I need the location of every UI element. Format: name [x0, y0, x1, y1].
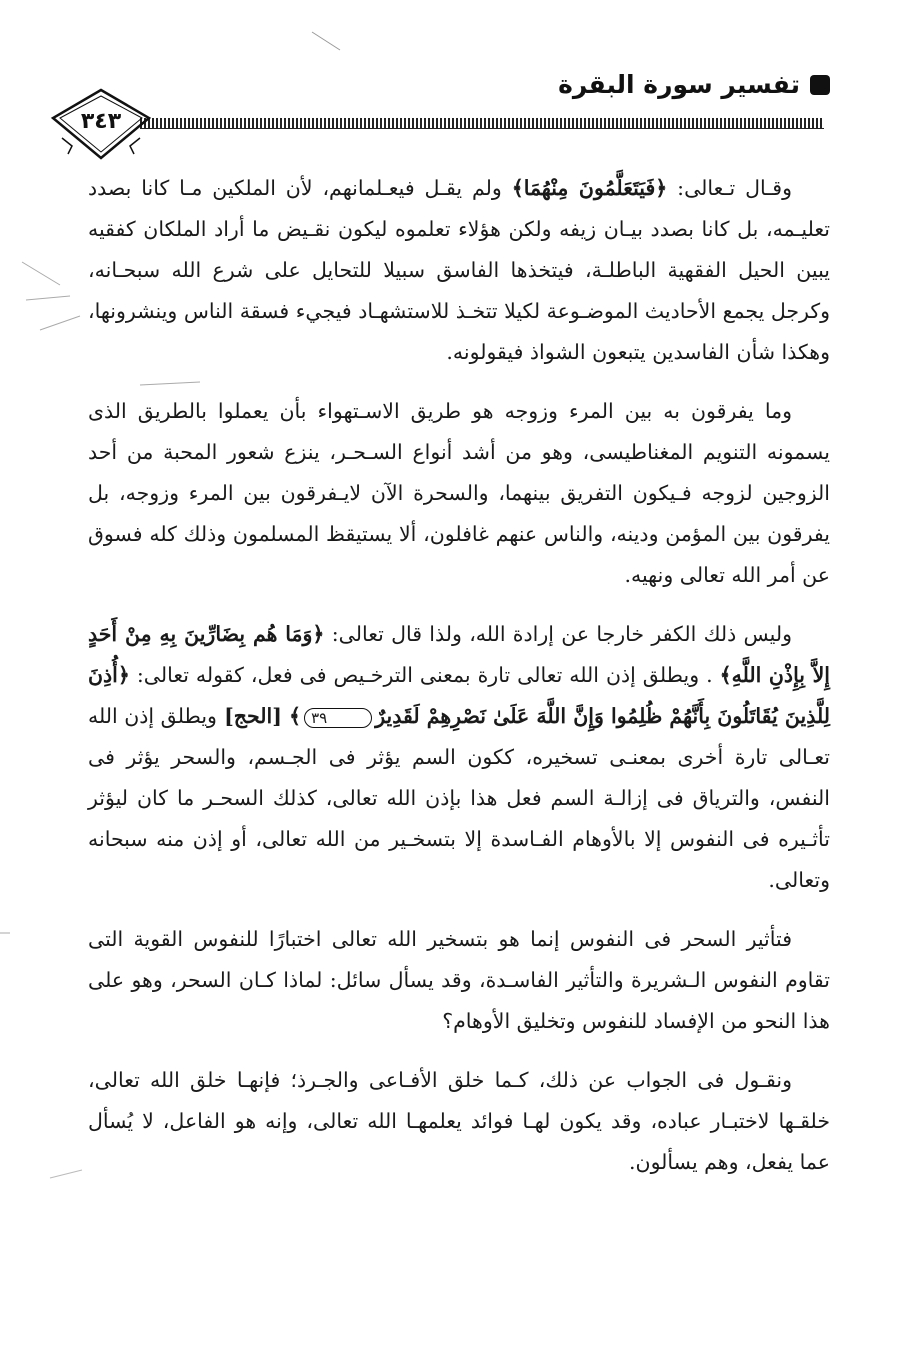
paragraph-3-text: ويطلق إذن الله تعـالى تارة أخرى بمعنـى تسخيره، ككون السم يؤثر فى الجـسم، والسحر يؤثر فى النفس، والترياق فى إزالـة السم فعل هذا بإذن الله تعالى، كذلك السحـر ما كان ليؤثر تأثـيره فى النفوس إلا بالأوهام الفـاسدة إلا بتسخـير من الله تعالى، أو إذن منه سبحانه وتعالى. [88, 704, 830, 892]
surah-reference: [الحج] [216, 704, 290, 728]
running-header [558, 70, 830, 99]
header-ornament-icon [810, 75, 830, 95]
paragraph-1 [88, 168, 830, 373]
paragraph-1-text: ولم يقـل فيعـلمانهم، لأن الملكين مـا كانا بصدد تعليـمه، بل كانا بصدد بيـان زيفه ولكن هؤلاء تعلموه ليكون نقـيض ما أراد الملكان كفقيه يبين الحيل الفقهية الباطلـة، فيتخذها الفاسق سبيلا للتحايل على شرع الله سبحـانه، وكرجل يجمع الأحاديث الموضـوعة لكيلا تتخـذ للاستشهـاد فيجيء فسقة الناس وينشرونها، وهكذا شأن الفاسدين يتبعون الشواذ فيقولونه. [88, 176, 830, 364]
ayah-number: ٣٩ [304, 708, 372, 728]
paragraph-5-text: ونقـول فى الجواب عن ذلك، كـما خلق الأفـاعى والجـرذ؛ فإنهـا خلق الله تعالى، خلقـها لاختبـار عباده، وقد يكون لهـا فوائد يعلمهـا الله تعالى، وإنه هو الفاعل، لا يُسأل عما يفعل، وهم يسألون. [88, 1068, 830, 1174]
body-text [88, 168, 830, 1201]
paragraph-4-text: فتأثير السحر فى النفوس إنما هو بتسخير الله تعالى اختبارًا للنفوس القوية التى تقاوم النفوس الـشريرة والتأثير الفاسـدة، وقد يسأل سائل: لماذا كـان السحر، وهو على هذا النحو من الإفساد للنفوس وتخليق الأوهام؟ [88, 927, 830, 1033]
paragraph-1-intro: وقـال تـعالى: [667, 176, 792, 200]
quran-verse: ﴿فَيَتَعَلَّمُونَ مِنْهُمَا﴾ [511, 176, 668, 200]
paragraph-2 [88, 391, 830, 596]
page-number-frame [50, 88, 152, 168]
paragraph-2-text: وما يفرقون به بين المرء وزوجه هو طريق الاسـتهواء بأن يعملوا بالطريق الذى يسمونه التنويم المغناطيسى، وهو من أشد أنواع السـحـر، ينزع شعور المحبة من أحد الزوجين لزوجه فـيكون التفريق بينهما، والسحرة الآن لايـفرقون بين المرء وزوجه، بل يفرقون بين المؤمن ودينه، والناس عنهم غافلون، ألا يستيقظ المسلمون وذلك كله فسوق عن أمر الله تعالى ونهيه. [88, 399, 830, 587]
paragraph-3-mid: . ويطلق إذن الله تعالى تارة بمعنى الترخـيص فى فعل، كقوله تعالى: [129, 663, 720, 687]
header-rule-line [140, 128, 824, 129]
verse-end-bracket: ﴾ [289, 704, 302, 728]
quran-verse: ﴿وَمَا هُم بِضَارِّينَ بِهِ مِنْ أَحَدٍ إِلاَّ بِإِذْنِ اللَّهِ﴾ [88, 622, 830, 687]
quran-verse: ﴿أُذِنَ لِلَّذِينَ يُقَاتَلُونَ بِأَنَّهُمْ ظُلِمُوا وَإِنَّ اللَّهَ عَلَىٰ نَصْرِهِمْ لَقَدِيرٌ [88, 663, 830, 728]
page-number: ٣٤٣ [80, 109, 122, 134]
header-rule [140, 118, 824, 128]
header-title: تفسير سورة البقرة [558, 70, 800, 99]
paragraph-3 [88, 614, 830, 901]
paragraph-3-intro: وليس ذلك الكفر خارجا عن إرادة الله، ولذا قال تعالى: [324, 622, 792, 646]
paragraph-4 [88, 919, 830, 1042]
paragraph-5 [88, 1060, 830, 1183]
